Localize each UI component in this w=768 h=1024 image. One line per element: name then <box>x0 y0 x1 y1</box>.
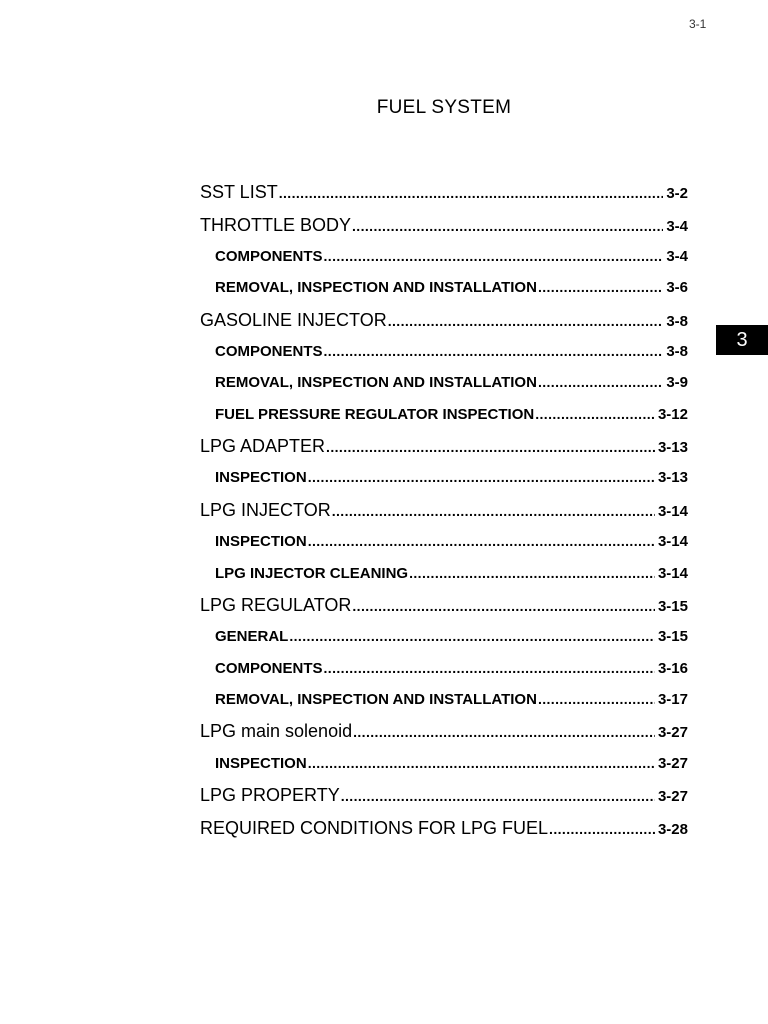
toc-subsection-entry[interactable] <box>200 241 688 272</box>
toc-subsection-entry[interactable] <box>200 399 688 430</box>
toc-entry-label: LPG INJECTOR <box>200 499 331 520</box>
toc-section-entry[interactable] <box>200 715 688 748</box>
toc-entry-page: 3-17 <box>657 690 688 708</box>
toc-section-entry[interactable] <box>200 176 688 209</box>
toc-entry-page: 3-27 <box>657 788 688 806</box>
toc-entry-label: SST LIST <box>200 182 278 202</box>
toc-dot-leader <box>549 813 655 845</box>
toc-entry-page: 3-15 <box>657 597 688 615</box>
toc-dot-leader <box>538 272 663 303</box>
toc-entry-page: 3-12 <box>657 405 688 423</box>
toc-entry-label: REMOVAL, INSPECTION AND INSTALLATION <box>215 279 537 297</box>
toc-subsection-entry[interactable] <box>200 462 688 493</box>
toc-dot-leader <box>353 716 655 748</box>
toc-dot-leader <box>341 780 655 812</box>
toc-section-entry[interactable] <box>200 589 688 622</box>
toc-dot-leader <box>324 241 664 272</box>
toc-entry-label: LPG PROPERTY <box>200 785 340 806</box>
toc-section-entry[interactable] <box>200 812 688 845</box>
toc-entry-label: LPG REGULATOR <box>200 594 352 615</box>
toc-section-entry[interactable] <box>200 304 688 337</box>
page-title: FUEL SYSTEM <box>376 97 512 118</box>
toc-entry-label: REQUIRED CONDITIONS FOR LPG FUEL <box>200 817 549 838</box>
toc-entry-label: REMOVAL, INSPECTION AND INSTALLATION <box>215 690 537 708</box>
toc-entry-label: LPG INJECTOR CLEANING <box>215 564 409 582</box>
toc-dot-leader <box>326 431 655 463</box>
toc-entry-page: 3-14 <box>657 533 688 551</box>
toc-entry-page: 3-13 <box>657 469 688 487</box>
toc-entry-label: COMPONENTS <box>215 659 323 677</box>
toc-dot-leader <box>279 177 664 209</box>
toc-entry-page: 3-4 <box>666 248 688 265</box>
toc-entry-page: 3-9 <box>666 374 688 392</box>
toc-entry-page: 3-14 <box>657 564 688 582</box>
toc-dot-leader <box>388 305 664 337</box>
toc-entry-label: REMOVAL, INSPECTION AND INSTALLATION <box>215 374 537 392</box>
toc-dot-leader <box>409 558 655 589</box>
toc-entry-page: 3-16 <box>657 659 688 677</box>
toc-entry-label: LPG main solenoid <box>200 721 353 742</box>
page-number: 3-1 <box>689 17 707 31</box>
toc-entry-page: 3-6 <box>666 279 688 297</box>
toc-dot-leader <box>289 621 655 652</box>
toc-entry-page: 3-14 <box>657 502 688 520</box>
toc-section-entry[interactable] <box>200 779 688 812</box>
toc-dot-leader <box>538 367 663 398</box>
toc-subsection-entry[interactable] <box>200 336 688 367</box>
toc-dot-leader <box>308 462 655 493</box>
toc-entry-page: 3-2 <box>666 185 688 202</box>
toc-entry-page: 3-27 <box>657 754 688 772</box>
toc-dot-leader <box>324 653 655 684</box>
toc-entry-page: 3-13 <box>657 438 688 456</box>
toc-entry-page: 3-27 <box>657 724 688 742</box>
toc-subsection-entry[interactable] <box>200 558 688 589</box>
toc-entry-page: 3-15 <box>657 628 688 646</box>
toc-entry-label: INSPECTION <box>215 469 307 487</box>
toc-subsection-entry[interactable] <box>200 272 688 303</box>
table-of-contents <box>200 176 688 844</box>
toc-entry-label: COMPONENTS <box>215 343 323 361</box>
toc-entry-label: LPG ADAPTER <box>200 435 326 456</box>
toc-entry-label: INSPECTION <box>215 533 307 551</box>
toc-dot-leader <box>308 748 655 779</box>
toc-subsection-entry[interactable] <box>200 367 688 398</box>
toc-section-entry[interactable] <box>200 209 688 242</box>
toc-entry-page: 3-8 <box>666 312 688 330</box>
toc-subsection-entry[interactable] <box>200 653 688 684</box>
toc-dot-leader <box>332 495 655 527</box>
toc-subsection-entry[interactable] <box>200 621 688 652</box>
toc-subsection-entry[interactable] <box>200 748 688 779</box>
chapter-tab: 3 <box>716 325 768 355</box>
toc-entry-page: 3-28 <box>657 820 688 838</box>
toc-section-entry[interactable] <box>200 430 688 463</box>
toc-entry-label: FUEL PRESSURE REGULATOR INSPECTION <box>215 405 535 423</box>
toc-entry-label: GENERAL <box>215 628 289 646</box>
toc-dot-leader <box>352 590 655 622</box>
toc-entry-label: COMPONENTS <box>215 248 323 265</box>
toc-dot-leader <box>535 399 655 430</box>
toc-dot-leader <box>324 336 664 367</box>
toc-section-entry[interactable] <box>200 494 688 527</box>
toc-subsection-entry[interactable] <box>200 526 688 557</box>
toc-dot-leader <box>308 526 655 557</box>
toc-entry-label: THROTTLE BODY <box>200 214 352 235</box>
toc-entry-label: INSPECTION <box>215 754 307 772</box>
toc-entry-label: GASOLINE INJECTOR <box>200 309 387 330</box>
toc-dot-leader <box>352 210 663 242</box>
toc-dot-leader <box>538 684 655 715</box>
toc-entry-page: 3-4 <box>666 217 688 235</box>
toc-entry-page: 3-8 <box>666 343 688 361</box>
toc-subsection-entry[interactable] <box>200 684 688 715</box>
